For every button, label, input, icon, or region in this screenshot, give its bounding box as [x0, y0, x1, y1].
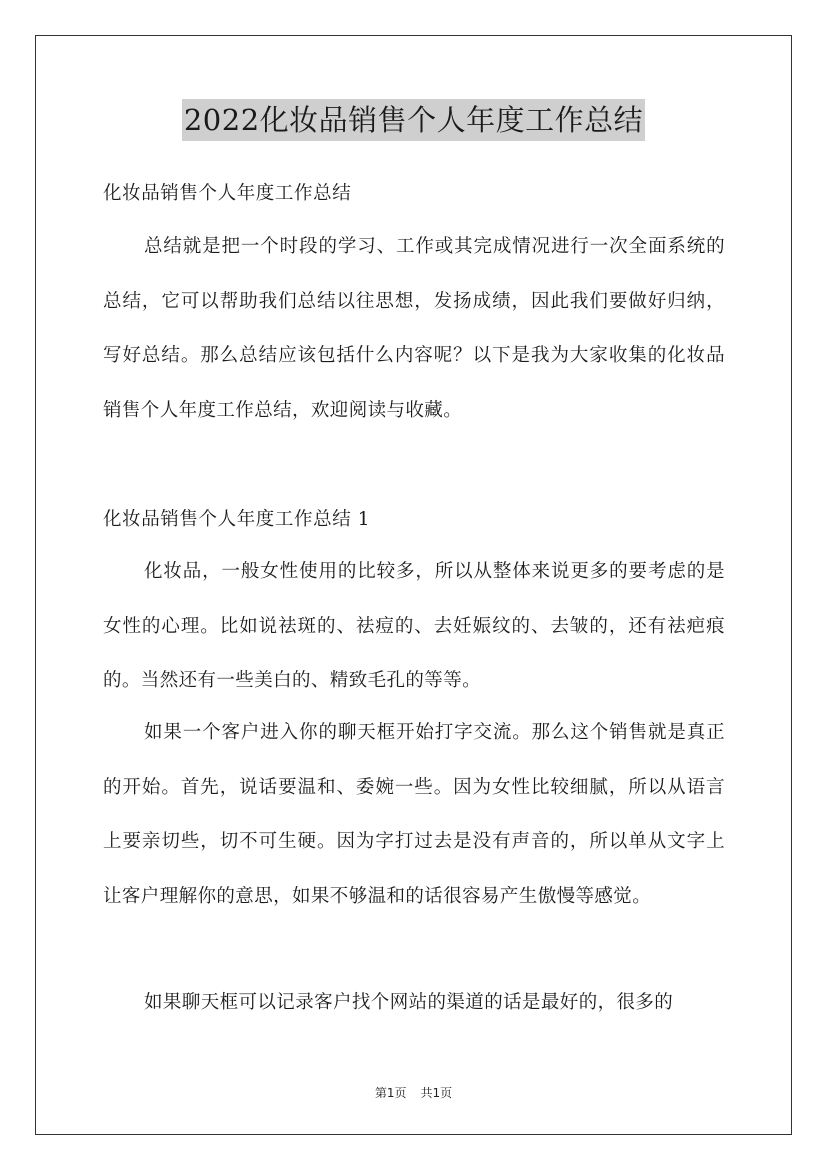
- intro-heading: 化妆品销售个人年度工作总结: [103, 183, 352, 204]
- body-paragraph-3: 如果聊天框可以记录客户找个网站的渠道的话是最好的，很多的: [144, 992, 674, 1013]
- title-container: [0, 99, 827, 141]
- intro-paragraph: 总结就是把一个时段的学习、工作或其完成情况进行一次全面系统的总结，它可以帮助我们总结以往思想，发扬成绩，因此我们要做好归纳，写好总结。那么总结应该包括什么内容呢？以下是我为大家收集的化妆品销售个人年度工作总结，欢迎阅读与收藏。: [103, 236, 725, 421]
- section-heading-1: 化妆品销售个人年度工作总结 1: [103, 509, 371, 530]
- page-total: 共1页: [420, 1086, 453, 1100]
- body-paragraph-1: 化妆品，一般女性使用的比较多，所以从整体来说更多的要考虑的是女性的心理。比如说祛斑的、祛痘的、去妊娠纹的、去皱的，还有祛疤痕的。当然还有一些美白的、精致毛孔的等等。: [103, 561, 725, 691]
- page-footer: [0, 1084, 827, 1101]
- body-paragraph-2: 如果一个客户进入你的聊天框开始打字交流。那么这个销售就是真正的开始。首先，说话要温和、委婉一些。因为女性比较细腻，所以从语言上要亲切些，切不可生硬。因为字打过去是没有声音的，所以单从文字上让客户理解你的意思，如果不够温和的话很容易产生傲慢等感觉。: [103, 722, 725, 907]
- document-title: 2022化妆品销售个人年度工作总结: [182, 99, 645, 141]
- page-number: 第1页: [374, 1086, 407, 1100]
